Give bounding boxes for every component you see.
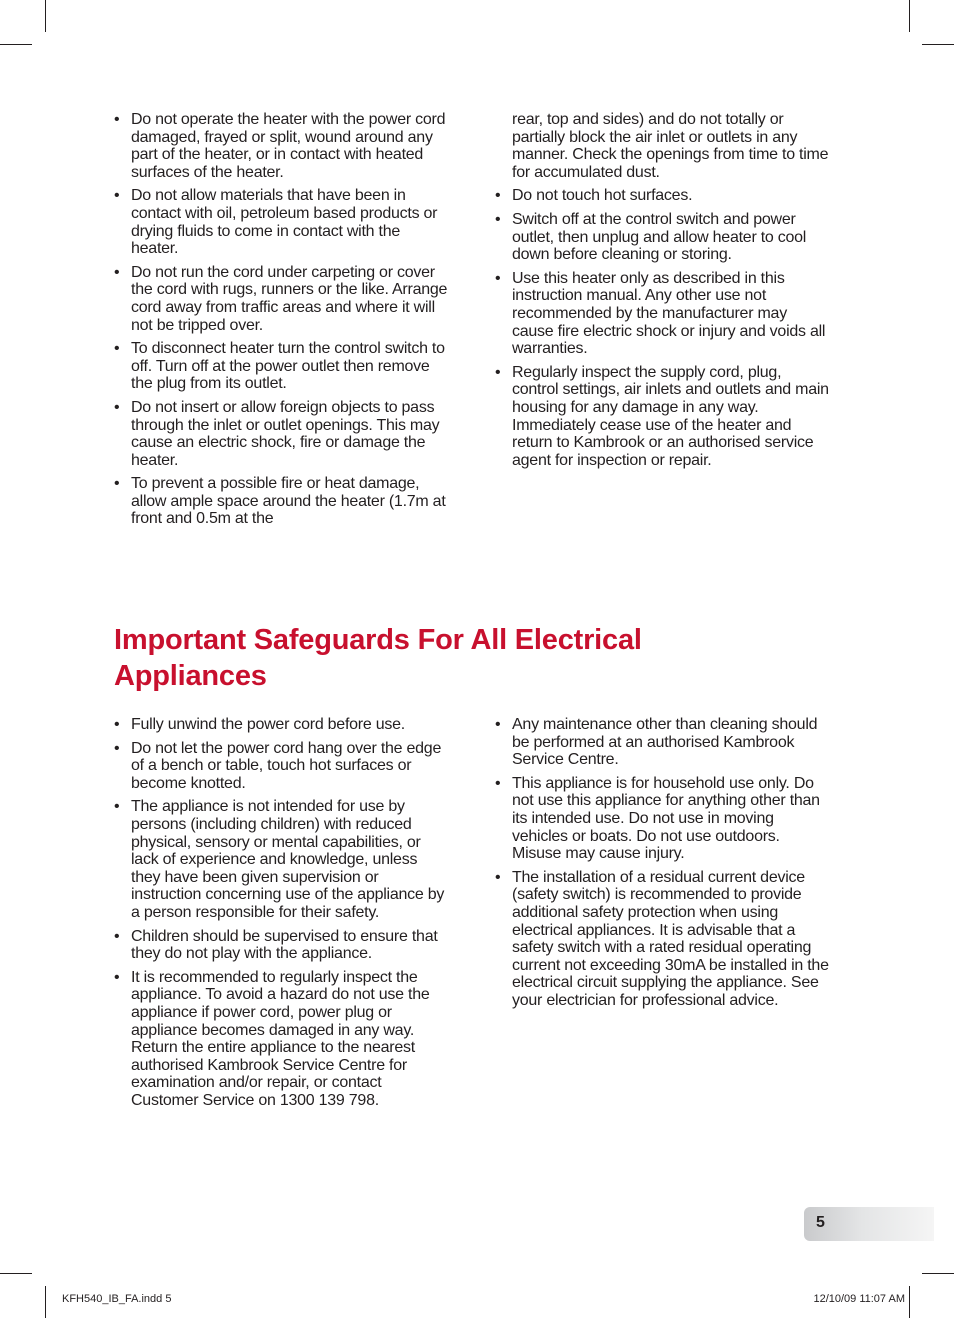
list-item: • Do not touch hot surfaces. bbox=[495, 187, 831, 205]
list-item: • Children should be supervised to ensure that they do not play with the appliance. bbox=[114, 928, 450, 963]
crop-mark bbox=[0, 44, 32, 45]
page-number-tab bbox=[804, 1207, 934, 1241]
bottom-left-safeguards-list bbox=[114, 716, 450, 1115]
list-item: • It is recommended to regularly inspect the appliance. To avoid a hazard do not use the appliance if power cord, power plug or appliance becomes damaged in any way. Return the entire appliance to the nearest authorised Kambrook Service Centre for examination and/or repair, or contact Customer Service on 1300 139 798. bbox=[114, 969, 450, 1110]
crop-mark bbox=[45, 0, 46, 32]
list-item: • To prevent a possible fire or heat damage, allow ample space around the heater (1.7m at front and 0.5m at the bbox=[114, 475, 450, 528]
list-item: • Regularly inspect the supply cord, plug, control settings, air inlets and outlets and main housing for any damage in any way. Immediately cease use of the heater and return to Kambrook or an authorised service agent for inspection or repair. bbox=[495, 364, 831, 470]
crop-mark bbox=[909, 1286, 910, 1318]
crop-mark bbox=[909, 0, 910, 32]
list-item-continued: rear, top and sides) and do not totally or partially block the air inlet or outlets in any manner. Check the openings from time to time for accumulated dust. bbox=[512, 111, 829, 181]
list-item: • Do not allow materials that have been in contact with oil, petroleum based products or drying fluids to come in contact with the heater. bbox=[114, 187, 450, 257]
list-item: • Any maintenance other than cleaning should be performed at an authorised Kambrook Service Centre. bbox=[495, 716, 831, 769]
bottom-right-safeguards-list bbox=[495, 716, 831, 1016]
section-heading: Important Safeguards For All Electrical Appliances bbox=[114, 624, 642, 692]
print-slug-datetime: 12/10/09 11:07 AM bbox=[813, 1293, 905, 1305]
list-item: • The appliance is not intended for use by persons (including children) with reduced physical, sensory or mental capabilities, or lack of experience and knowledge, unless they have been given supervision or instruction concerning use of the appliance by a person responsible for their safety. bbox=[114, 798, 450, 921]
page-number: 5 bbox=[816, 1214, 825, 1231]
crop-mark bbox=[0, 1273, 32, 1274]
list-item: • Do not operate the heater with the power cord damaged, frayed or split, wound around any part of the heater, or in contact with heated surfaces of the heater. bbox=[114, 111, 450, 181]
list-item: • Do not run the cord under carpeting or cover the cord with rugs, runners or the like. Arrange cord away from traffic areas and where it will not be tripped over. bbox=[114, 264, 450, 334]
list-item: • The installation of a residual current device (safety switch) is recommended to provide additional safety protection when using electrical appliances. It is advisable that a safety switch with a rated residual operating current not exceeding 30mA be installed in the electrical circuit supplying the appliance. See your electrician for professional advice. bbox=[495, 869, 831, 1010]
list-item: • Fully unwind the power cord before use. bbox=[114, 716, 450, 734]
list-item: • Use this heater only as described in this instruction manual. Any other use not recommended by the manufacturer may cause fire electric shock or injury and voids all warranties. bbox=[495, 270, 831, 358]
list-item: • To disconnect heater turn the control switch to off. Turn off at the power outlet then remove the plug from its outlet. bbox=[114, 340, 450, 393]
top-left-safety-list bbox=[114, 111, 450, 534]
list-item: • Do not insert or allow foreign objects to pass through the inlet or outlet openings. This may cause an electric shock, fire or damage the heater. bbox=[114, 399, 450, 469]
top-right-safety-list bbox=[495, 111, 831, 475]
crop-mark bbox=[922, 44, 954, 45]
print-slug-file: KFH540_IB_FA.indd 5 bbox=[62, 1293, 172, 1305]
crop-mark bbox=[45, 1286, 46, 1318]
list-item: • Switch off at the control switch and power outlet, then unplug and allow heater to cool down before cleaning or storing. bbox=[495, 211, 831, 264]
list-item: • Do not let the power cord hang over the edge of a bench or table, touch hot surfaces or become knotted. bbox=[114, 740, 450, 793]
list-item: • This appliance is for household use only. Do not use this appliance for anything other than its intended use. Do not use in moving vehicles or boats. Do not use outdoors. Misuse may cause injury. bbox=[495, 775, 831, 863]
crop-mark bbox=[922, 1273, 954, 1274]
